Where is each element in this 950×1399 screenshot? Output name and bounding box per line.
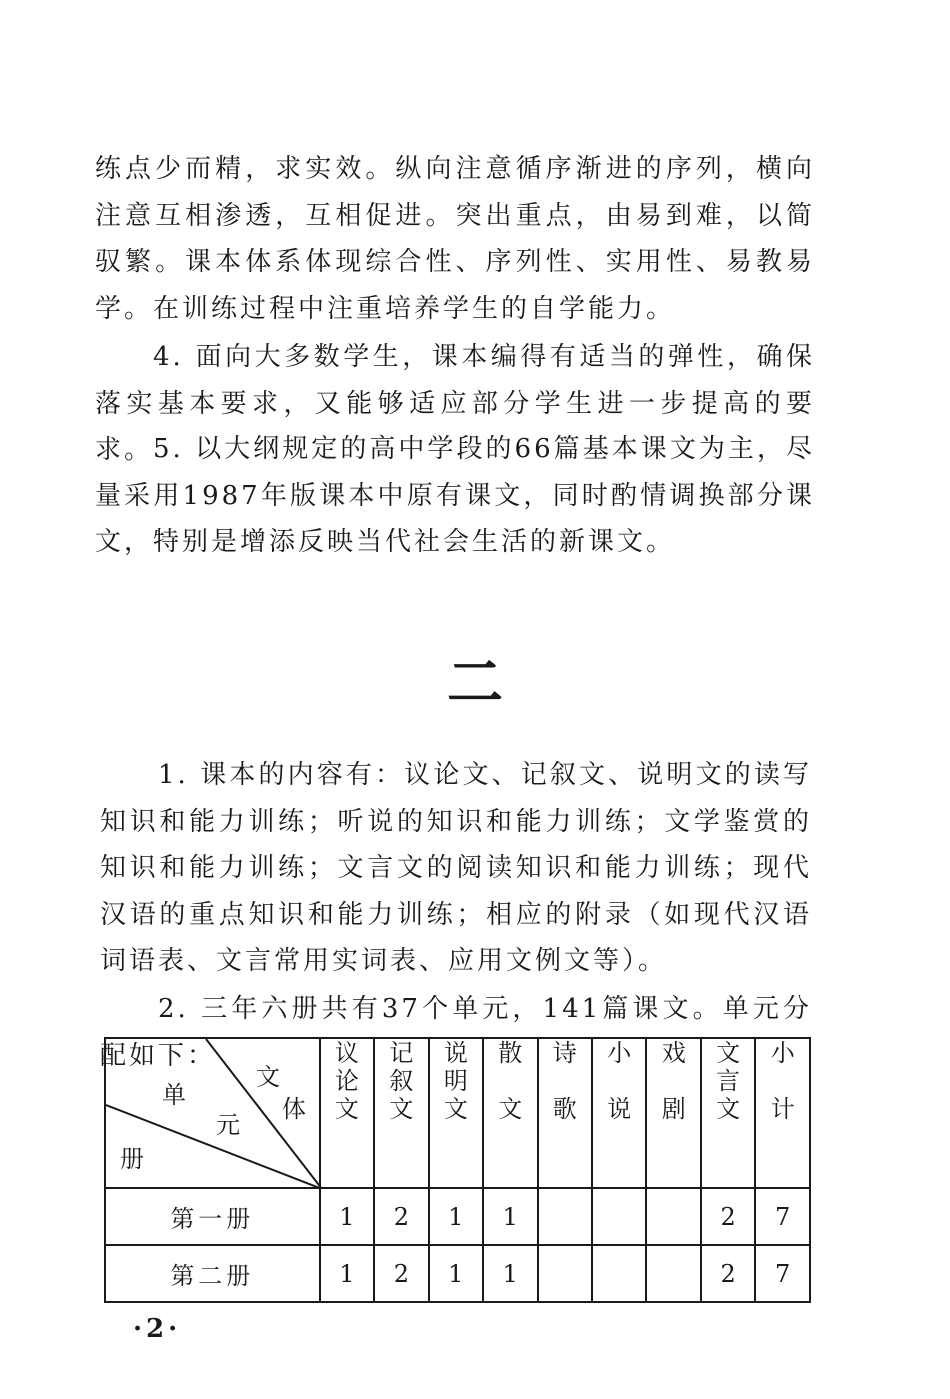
paragraph-item-5: 5. 以大纲规定的高中学段的66篇基本课文为主，尽量采用1987年版课本中原有课文，同时酌情调换部分课文，特别是增添反映当代社会生活的新课文。 [95, 434, 815, 557]
table-cell: 1 [429, 1188, 483, 1245]
page-number: ·2· [133, 1314, 182, 1344]
table-cell [538, 1245, 592, 1302]
table-cell: 1 [320, 1245, 374, 1302]
table-cell: 1 [429, 1245, 483, 1302]
table-cell [646, 1245, 700, 1302]
row-label: 第二册 [105, 1245, 320, 1302]
table-cell [646, 1188, 700, 1245]
section-heading: 二 [447, 650, 503, 716]
table-cell: 1 [320, 1188, 374, 1245]
col-header-wenyanwen: 文 言 文 [701, 1038, 755, 1188]
table-cell: 2 [701, 1188, 755, 1245]
table-cell: 2 [701, 1245, 755, 1302]
unit-allocation-table [104, 1037, 811, 1303]
col-header-sanwen: 散 文 [483, 1038, 537, 1188]
corner-label-ti: 体 [282, 1095, 306, 1123]
table-corner-cell [105, 1038, 320, 1188]
col-header-shuomingwen: 说 明 文 [429, 1038, 483, 1188]
paragraph-item-4: 4. 面向大多数学生，课本编得有适当的弹性，确保落实基本要求，又能够适应部分学生进一步提高的要求。 [95, 342, 815, 465]
table-cell: 2 [374, 1188, 428, 1245]
table-cell [592, 1188, 646, 1245]
col-header-yilunwen: 议 论 文 [320, 1038, 374, 1188]
table-cell [592, 1245, 646, 1302]
paragraph-section2-item-2: 2. 三年六册共有37个单元，141篇课文。单元分配如下： [100, 994, 812, 1071]
corner-label-yuan: 元 [216, 1111, 240, 1139]
corner-label-ce: 册 [120, 1145, 144, 1173]
col-header-shige: 诗 歌 [538, 1038, 592, 1188]
paragraph-section2-item-1: 1. 课本的内容有：议论文、记叙文、说明文的读写知识和能力训练；听说的知识和能力训练；文学鉴赏的知识和能力训练；文言文的阅读知识和能力训练；现代汉语的重点知识和能力训练；相应的附录（如现代汉语词语表、文言常用实词表、应用文例文等）。 [100, 760, 812, 976]
col-header-jixuwen: 记 叙 文 [374, 1038, 428, 1188]
col-header-xiaoji: 小 计 [755, 1038, 810, 1188]
table-cell: 2 [374, 1245, 428, 1302]
row-label: 第一册 [105, 1188, 320, 1245]
table-cell: 7 [755, 1188, 810, 1245]
table-cell [538, 1188, 592, 1245]
table-cell: 1 [483, 1188, 537, 1245]
table-row [105, 1245, 810, 1302]
corner-label-wen: 文 [256, 1063, 280, 1091]
table-row [105, 1188, 810, 1245]
table-cell: 7 [755, 1245, 810, 1302]
table-header-row [105, 1038, 810, 1188]
table-cell: 1 [483, 1245, 537, 1302]
col-header-xiaoshuo: 小 说 [592, 1038, 646, 1188]
paragraph-1: 练点少而精，求实效。纵向注意循序渐进的序列，横向注意互相渗透，互相促进。突出重点，由易到难，以简驭繁。课本体系体现综合性、序列性、实用性、易教易学。在训练过程中注重培养学生的自学能力。 [95, 154, 815, 324]
col-header-xiju: 戏 剧 [646, 1038, 700, 1188]
corner-label-dan: 单 [162, 1081, 186, 1109]
